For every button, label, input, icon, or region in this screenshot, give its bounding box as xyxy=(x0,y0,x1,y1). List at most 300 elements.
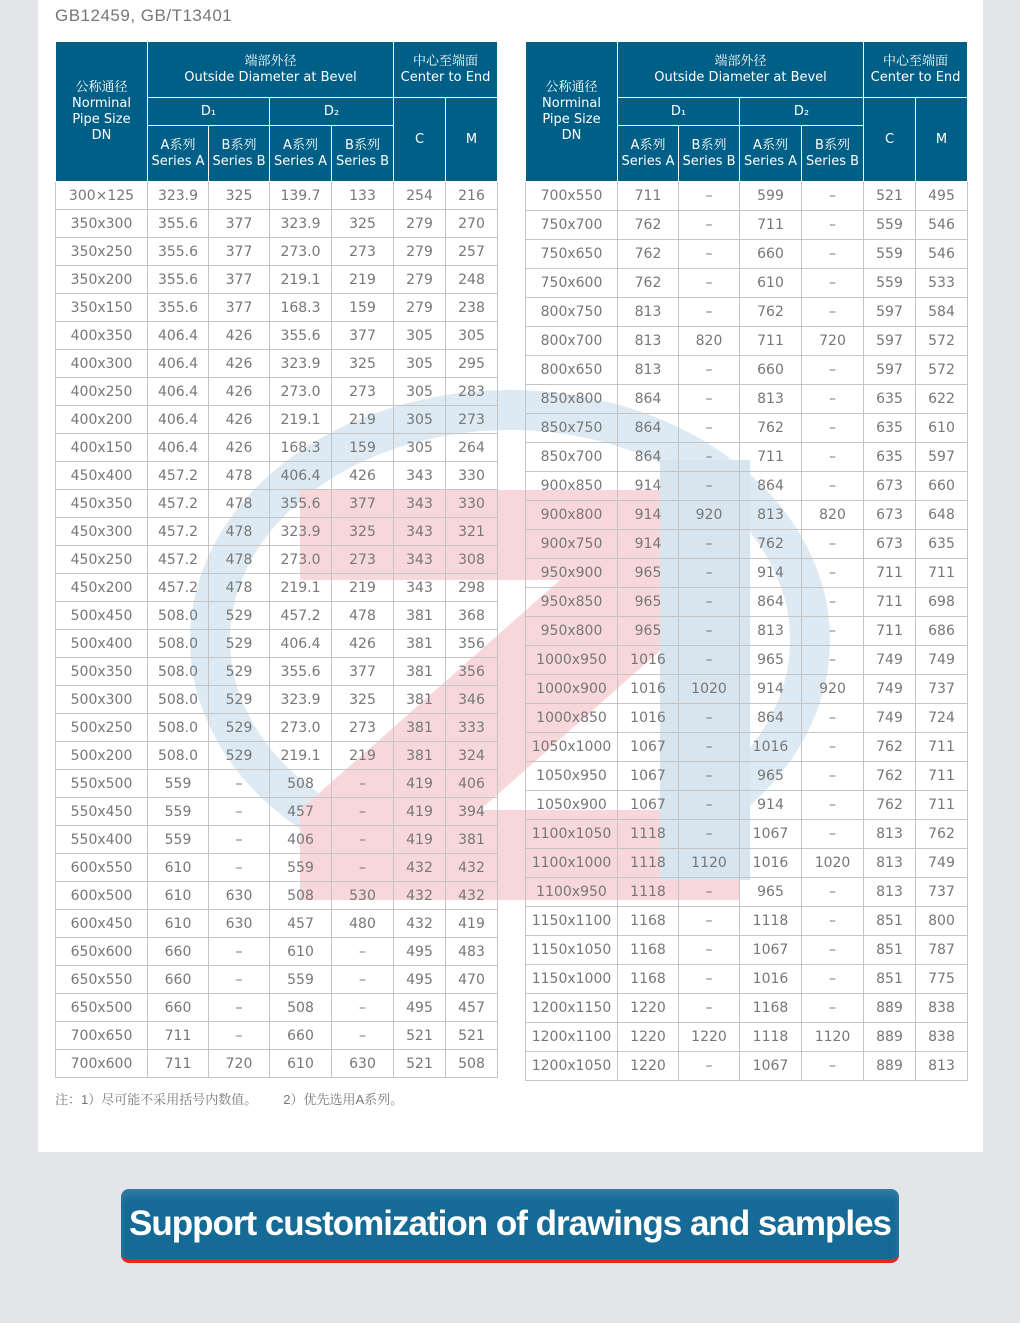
series-a-cn: A系列 xyxy=(753,137,788,153)
header-dn-en1: Norminal xyxy=(72,95,131,111)
series-b-cn: B系列 xyxy=(221,137,257,153)
cell-dn: 950x900 xyxy=(526,559,618,588)
cell-d1-a: 406.4 xyxy=(148,378,209,406)
cell-d2-a: 559 xyxy=(270,854,332,882)
cell-m: 711 xyxy=(916,791,968,820)
cell-c: 521 xyxy=(394,1050,446,1078)
cell-c: 813 xyxy=(864,878,916,907)
cell-d2-b: 273 xyxy=(332,238,394,266)
cell-m: 572 xyxy=(916,356,968,385)
cell-d1-b: 529 xyxy=(209,742,270,770)
cell-c: 279 xyxy=(394,238,446,266)
cell-d2-a: 610 xyxy=(270,1050,332,1078)
cell-d2-b: – xyxy=(802,820,864,849)
cell-d1-a: 457.2 xyxy=(148,574,209,602)
cell-d1-a: 864 xyxy=(618,414,679,443)
cell-c: 762 xyxy=(864,733,916,762)
cell-c: 343 xyxy=(394,546,446,574)
cell-c: 597 xyxy=(864,356,916,385)
cell-d2-a: 1168 xyxy=(740,994,802,1023)
cell-c: 711 xyxy=(864,559,916,588)
cell-d2-b: 478 xyxy=(332,602,394,630)
table-row xyxy=(526,588,968,617)
header-d2-series-b xyxy=(802,126,864,182)
spec-table-left-body xyxy=(56,182,498,1078)
cell-d1-b: – xyxy=(679,385,740,414)
series-b-en: Series B xyxy=(335,153,390,169)
cell-d2-b: – xyxy=(802,617,864,646)
cell-d2-a: 660 xyxy=(270,1022,332,1050)
cell-d1-a: 559 xyxy=(148,770,209,798)
header-d1: D₁ xyxy=(148,98,270,126)
cell-m: 270 xyxy=(446,210,498,238)
cell-c: 635 xyxy=(864,385,916,414)
header-ce-cn: 中心至端面 xyxy=(413,53,479,69)
cell-d1-b: – xyxy=(679,878,740,907)
cell-dn: 950x800 xyxy=(526,617,618,646)
cell-m: 356 xyxy=(446,630,498,658)
cell-c: 419 xyxy=(394,770,446,798)
cell-d1-b: 377 xyxy=(209,266,270,294)
header-c: C xyxy=(394,98,446,182)
cell-c: 432 xyxy=(394,854,446,882)
cell-d1-a: 864 xyxy=(618,443,679,472)
cell-d2-b: – xyxy=(332,798,394,826)
cell-d1-b: – xyxy=(209,854,270,882)
cell-dn: 750x700 xyxy=(526,211,618,240)
cell-d2-a: 406.4 xyxy=(270,462,332,490)
cell-d1-a: 762 xyxy=(618,269,679,298)
cell-dn: 1200x1050 xyxy=(526,1052,618,1081)
cell-d2-b: 219 xyxy=(332,266,394,294)
cell-d2-b: – xyxy=(802,298,864,327)
banner-text: Support customization of drawings and samples xyxy=(128,1204,892,1243)
cell-m: 273 xyxy=(446,406,498,434)
table-row xyxy=(56,882,498,910)
cell-m: 381 xyxy=(446,826,498,854)
cell-c: 673 xyxy=(864,472,916,501)
table-row xyxy=(526,994,968,1023)
table-row xyxy=(56,406,498,434)
cell-d2-a: 355.6 xyxy=(270,322,332,350)
cell-m: 495 xyxy=(916,182,968,211)
cell-d2-a: 139.7 xyxy=(270,182,332,210)
table-row xyxy=(526,211,968,240)
cell-d2-b: – xyxy=(332,770,394,798)
cell-d2-b: 920 xyxy=(802,675,864,704)
cell-d1-b: 920 xyxy=(679,501,740,530)
table-row xyxy=(526,356,968,385)
cell-m: 470 xyxy=(446,966,498,994)
cell-d1-a: 1220 xyxy=(618,1023,679,1052)
cell-d2-b: 426 xyxy=(332,462,394,490)
cell-d2-b: – xyxy=(802,936,864,965)
cell-d2-a: 406 xyxy=(270,826,332,854)
cell-d2-a: 660 xyxy=(740,240,802,269)
table-row xyxy=(56,546,498,574)
cell-m: 298 xyxy=(446,574,498,602)
cell-m: 660 xyxy=(916,472,968,501)
cell-d1-a: 406.4 xyxy=(148,350,209,378)
cell-dn: 700x550 xyxy=(526,182,618,211)
cell-m: 457 xyxy=(446,994,498,1022)
cell-m: 330 xyxy=(446,490,498,518)
cell-dn: 1150x1000 xyxy=(526,965,618,994)
cell-d2-a: 273.0 xyxy=(270,714,332,742)
cell-d1-a: 864 xyxy=(618,385,679,414)
cell-c: 495 xyxy=(394,966,446,994)
cell-d2-b: – xyxy=(802,791,864,820)
cell-d1-a: 914 xyxy=(618,530,679,559)
cell-d2-a: 1016 xyxy=(740,965,802,994)
series-a-cn: A系列 xyxy=(283,137,318,153)
cell-d2-b: – xyxy=(802,269,864,298)
table-row xyxy=(526,530,968,559)
cell-d2-a: 273.0 xyxy=(270,546,332,574)
cell-d2-a: 965 xyxy=(740,878,802,907)
cell-d2-a: 1118 xyxy=(740,907,802,936)
cell-c: 381 xyxy=(394,602,446,630)
customization-banner[interactable] xyxy=(121,1189,899,1263)
cell-d1-a: 813 xyxy=(618,356,679,385)
cell-d1-a: 711 xyxy=(618,182,679,211)
cell-dn: 450x350 xyxy=(56,490,148,518)
header-od-en: Outside Diameter at Bevel xyxy=(184,69,357,85)
cell-d1-a: 355.6 xyxy=(148,210,209,238)
cell-dn: 650x550 xyxy=(56,966,148,994)
cell-d1-a: 1016 xyxy=(618,646,679,675)
table-row xyxy=(56,630,498,658)
cell-c: 559 xyxy=(864,211,916,240)
cell-d2-a: 813 xyxy=(740,501,802,530)
cell-c: 305 xyxy=(394,322,446,350)
table-row xyxy=(56,1022,498,1050)
cell-dn: 400x150 xyxy=(56,434,148,462)
cell-d1-a: 355.6 xyxy=(148,266,209,294)
table-row xyxy=(526,327,968,356)
cell-m: 324 xyxy=(446,742,498,770)
cell-c: 343 xyxy=(394,574,446,602)
cell-dn: 600x500 xyxy=(56,882,148,910)
table-row xyxy=(526,501,968,530)
header-dn-cn: 公称通径 xyxy=(75,79,128,95)
cell-c: 889 xyxy=(864,994,916,1023)
cell-d1-b: 426 xyxy=(209,350,270,378)
spec-table-left xyxy=(55,41,498,1078)
cell-d1-a: 355.6 xyxy=(148,294,209,322)
cell-d1-b: – xyxy=(679,704,740,733)
header-d1: D₁ xyxy=(618,98,740,126)
cell-c: 381 xyxy=(394,630,446,658)
cell-c: 673 xyxy=(864,530,916,559)
cell-m: 305 xyxy=(446,322,498,350)
cell-c: 711 xyxy=(864,588,916,617)
cell-d1-b: 377 xyxy=(209,294,270,322)
cell-d2-a: 219.1 xyxy=(270,742,332,770)
cell-dn: 600x550 xyxy=(56,854,148,882)
cell-m: 762 xyxy=(916,820,968,849)
cell-d1-a: 914 xyxy=(618,501,679,530)
table-row xyxy=(56,770,498,798)
cell-d2-b: 720 xyxy=(802,327,864,356)
table-row xyxy=(526,849,968,878)
cell-m: 610 xyxy=(916,414,968,443)
cell-c: 279 xyxy=(394,294,446,322)
cell-d1-b: – xyxy=(209,798,270,826)
table-row xyxy=(56,826,498,854)
header-dn-en2: Pipe Size xyxy=(72,111,131,127)
cell-dn: 350x150 xyxy=(56,294,148,322)
standard-label: GB12459, GB/T13401 xyxy=(55,6,233,25)
cell-c: 381 xyxy=(394,714,446,742)
cell-d2-b: – xyxy=(332,826,394,854)
table-row xyxy=(526,820,968,849)
cell-m: 283 xyxy=(446,378,498,406)
table-row xyxy=(526,907,968,936)
cell-dn: 350x200 xyxy=(56,266,148,294)
table-row xyxy=(56,798,498,826)
cell-d1-b: – xyxy=(679,588,740,617)
cell-d2-a: 457 xyxy=(270,910,332,938)
cell-d1-b: 529 xyxy=(209,630,270,658)
cell-d1-b: – xyxy=(679,530,740,559)
cell-dn: 1150x1100 xyxy=(526,907,618,936)
cell-d2-b: 219 xyxy=(332,742,394,770)
header-dn-en3: DN xyxy=(91,127,112,143)
cell-c: 851 xyxy=(864,907,916,936)
cell-c: 305 xyxy=(394,378,446,406)
table-row xyxy=(526,965,968,994)
header-m: M xyxy=(446,98,498,182)
cell-dn: 1050x1000 xyxy=(526,733,618,762)
cell-d2-b: 377 xyxy=(332,490,394,518)
cell-m: 356 xyxy=(446,658,498,686)
cell-d2-b: – xyxy=(802,530,864,559)
cell-c: 381 xyxy=(394,742,446,770)
cell-d2-b: 159 xyxy=(332,434,394,462)
spec-table-right xyxy=(525,41,968,1081)
table-row xyxy=(56,518,498,546)
table-row xyxy=(526,936,968,965)
cell-d1-b: – xyxy=(679,1052,740,1081)
cell-c: 343 xyxy=(394,518,446,546)
header-d2: D₂ xyxy=(270,98,394,126)
table-row xyxy=(56,910,498,938)
cell-d1-b: 820 xyxy=(679,327,740,356)
cell-d1-b: – xyxy=(209,826,270,854)
cell-d1-b: – xyxy=(209,938,270,966)
cell-d2-a: 864 xyxy=(740,588,802,617)
cell-m: 648 xyxy=(916,501,968,530)
cell-dn: 600x450 xyxy=(56,910,148,938)
header-d1-series-b xyxy=(679,126,740,182)
cell-d1-a: 508.0 xyxy=(148,742,209,770)
cell-dn: 1000x850 xyxy=(526,704,618,733)
cell-dn: 1050x900 xyxy=(526,791,618,820)
cell-d1-b: 630 xyxy=(209,910,270,938)
series-b-cn: B系列 xyxy=(815,137,850,153)
table-row xyxy=(526,240,968,269)
header-dn-en1: Norminal xyxy=(542,95,601,111)
series-b-cn: B系列 xyxy=(691,137,727,153)
cell-d2-a: 355.6 xyxy=(270,490,332,518)
cell-d2-a: 1016 xyxy=(740,733,802,762)
cell-m: 787 xyxy=(916,936,968,965)
cell-d1-a: 711 xyxy=(148,1050,209,1078)
cell-dn: 500x300 xyxy=(56,686,148,714)
table-row xyxy=(56,182,498,210)
table-row xyxy=(56,378,498,406)
cell-d2-a: 711 xyxy=(740,211,802,240)
cell-d2-a: 457 xyxy=(270,798,332,826)
table-row xyxy=(526,791,968,820)
cell-d1-b: – xyxy=(679,646,740,675)
cell-d1-b: – xyxy=(679,559,740,588)
cell-dn: 1100x1050 xyxy=(526,820,618,849)
cell-dn: 450x300 xyxy=(56,518,148,546)
cell-d2-b: – xyxy=(802,443,864,472)
cell-d1-a: 457.2 xyxy=(148,490,209,518)
cell-d2-a: 813 xyxy=(740,617,802,646)
cell-dn: 500x400 xyxy=(56,630,148,658)
cell-d1-a: 711 xyxy=(148,1022,209,1050)
cell-d1-a: 1067 xyxy=(618,762,679,791)
footnote-2: 2）优先选用A系列。 xyxy=(283,1092,404,1107)
series-b-en: Series B xyxy=(682,153,736,169)
cell-d2-b: – xyxy=(802,588,864,617)
table-row xyxy=(526,1052,968,1081)
table-row xyxy=(56,994,498,1022)
cell-d2-a: 508 xyxy=(270,882,332,910)
cell-dn: 1000x900 xyxy=(526,675,618,704)
table-row xyxy=(56,854,498,882)
cell-d1-b: – xyxy=(679,298,740,327)
header-dn-cn: 公称通径 xyxy=(545,79,598,95)
cell-d1-b: – xyxy=(679,733,740,762)
cell-d1-a: 1118 xyxy=(618,849,679,878)
cell-dn: 400x300 xyxy=(56,350,148,378)
cell-d1-a: 660 xyxy=(148,966,209,994)
cell-d1-b: – xyxy=(679,414,740,443)
cell-m: 216 xyxy=(446,182,498,210)
header-c: C xyxy=(864,98,916,182)
cell-dn: 750x600 xyxy=(526,269,618,298)
cell-d2-a: 508 xyxy=(270,994,332,1022)
table-row xyxy=(526,182,968,211)
cell-c: 343 xyxy=(394,490,446,518)
cell-c: 749 xyxy=(864,704,916,733)
cell-d1-a: 457.2 xyxy=(148,546,209,574)
cell-d2-b: 325 xyxy=(332,350,394,378)
cell-d2-a: 273.0 xyxy=(270,238,332,266)
cell-d2-a: 323.9 xyxy=(270,686,332,714)
cell-c: 813 xyxy=(864,849,916,878)
cell-m: 394 xyxy=(446,798,498,826)
table-row xyxy=(56,602,498,630)
cell-d2-b: – xyxy=(802,182,864,211)
cell-m: 800 xyxy=(916,907,968,936)
cell-d1-b: – xyxy=(679,182,740,211)
cell-m: 686 xyxy=(916,617,968,646)
cell-d2-b: 273 xyxy=(332,546,394,574)
cell-d2-a: 406.4 xyxy=(270,630,332,658)
cell-dn: 450x400 xyxy=(56,462,148,490)
cell-d2-a: 711 xyxy=(740,443,802,472)
header-od-cn: 端部外径 xyxy=(244,53,297,69)
cell-d2-b: – xyxy=(802,472,864,501)
cell-c: 279 xyxy=(394,210,446,238)
cell-d1-a: 406.4 xyxy=(148,322,209,350)
cell-d1-b: 478 xyxy=(209,462,270,490)
header-m: M xyxy=(916,98,968,182)
cell-d1-b: 630 xyxy=(209,882,270,910)
cell-d2-a: 610 xyxy=(740,269,802,298)
cell-dn: 1200x1100 xyxy=(526,1023,618,1052)
cell-d1-b: – xyxy=(679,762,740,791)
series-a-en: Series A xyxy=(151,153,205,169)
cell-d2-b: 133 xyxy=(332,182,394,210)
cell-m: 711 xyxy=(916,559,968,588)
table-row xyxy=(56,742,498,770)
cell-d1-a: 457.2 xyxy=(148,462,209,490)
cell-d2-a: 864 xyxy=(740,472,802,501)
table-row xyxy=(526,298,968,327)
cell-d1-a: 406.4 xyxy=(148,434,209,462)
cell-m: 248 xyxy=(446,266,498,294)
cell-d2-b: – xyxy=(802,240,864,269)
cell-c: 432 xyxy=(394,910,446,938)
cell-m: 584 xyxy=(916,298,968,327)
cell-d2-a: 914 xyxy=(740,791,802,820)
cell-d2-a: 610 xyxy=(270,938,332,966)
cell-d2-a: 168.3 xyxy=(270,294,332,322)
table-row xyxy=(56,350,498,378)
cell-c: 419 xyxy=(394,798,446,826)
header-dn-en2: Pipe Size xyxy=(542,111,601,127)
cell-d2-b: – xyxy=(802,385,864,414)
header-d1-series-a xyxy=(618,126,679,182)
cell-d1-a: 508.0 xyxy=(148,602,209,630)
cell-d1-b: – xyxy=(209,1022,270,1050)
cell-m: 546 xyxy=(916,240,968,269)
cell-d1-a: 610 xyxy=(148,882,209,910)
header-dn-en3: DN xyxy=(561,127,582,143)
cell-d1-a: 1067 xyxy=(618,733,679,762)
cell-d1-a: 813 xyxy=(618,327,679,356)
cell-d1-a: 762 xyxy=(618,211,679,240)
cell-c: 343 xyxy=(394,462,446,490)
cell-d1-a: 914 xyxy=(618,472,679,501)
cell-m: 432 xyxy=(446,882,498,910)
cell-dn: 650x600 xyxy=(56,938,148,966)
cell-d1-b: – xyxy=(679,994,740,1023)
cell-d1-a: 965 xyxy=(618,617,679,646)
cell-d2-b: 273 xyxy=(332,378,394,406)
footnote-1: 注：1）尽可能不采用括号内数值。 xyxy=(55,1092,258,1107)
cell-d1-b: – xyxy=(679,820,740,849)
cell-d1-b: – xyxy=(679,965,740,994)
cell-d1-b: – xyxy=(679,356,740,385)
cell-d1-a: 1168 xyxy=(618,965,679,994)
cell-m: 333 xyxy=(446,714,498,742)
cell-d1-b: 478 xyxy=(209,518,270,546)
header-od xyxy=(148,42,394,98)
table-row xyxy=(56,322,498,350)
cell-d2-b: – xyxy=(332,938,394,966)
table-row xyxy=(526,472,968,501)
cell-dn: 850x700 xyxy=(526,443,618,472)
cell-dn: 350x300 xyxy=(56,210,148,238)
